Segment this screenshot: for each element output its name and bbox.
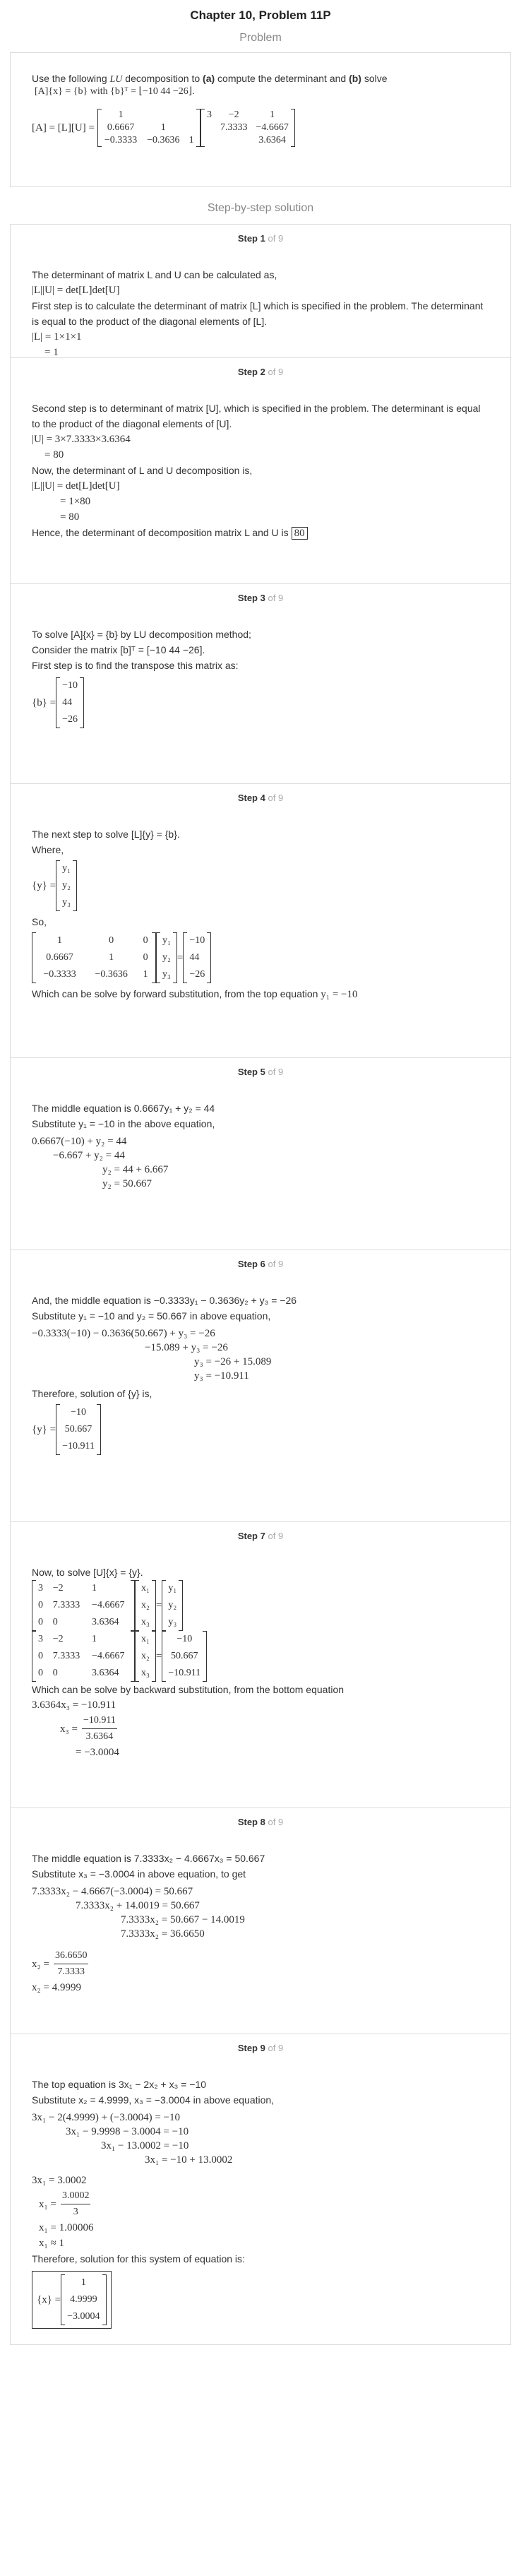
matrix-cell: x₁ <box>141 1583 150 1593</box>
matrix-cell: −0.3636 <box>147 135 180 146</box>
matrix-row <box>164 1648 205 1665</box>
problem-eq-left: [A] = [L][U] = <box>32 121 95 133</box>
numerator: 3.0002 <box>61 2188 91 2204</box>
matrix-L <box>97 109 200 147</box>
matrix-cell: −26 <box>189 969 205 980</box>
matrix-cell: 1 <box>270 109 275 120</box>
matrix-cell: 0 <box>38 1668 43 1678</box>
vector-y <box>56 860 77 911</box>
matrix-row <box>58 1404 99 1421</box>
matrix-cell: −10 <box>176 1634 193 1644</box>
matrix-cell: −3.0004 <box>67 2311 100 2322</box>
step-equation: x₂ = 4.9999 <box>32 1982 81 1993</box>
step-equation: y₂ = 44 + 6.667 <box>102 1164 169 1175</box>
matrix-cell: 7.3333 <box>52 1600 80 1610</box>
matrix-cell: 50.667 <box>171 1651 198 1661</box>
matrix-cell: 7.3333 <box>220 122 248 133</box>
matrix-row <box>185 966 209 983</box>
step-equation: 7.3333x₂ + 14.0019 = 50.667 <box>76 1900 200 1911</box>
step-text: Now, the determinant of L and U decomposition is, <box>32 465 253 476</box>
final-answer-box <box>32 2271 112 2329</box>
matrix-cell: y₃ <box>162 969 171 980</box>
matrix-cell: 1 <box>118 109 124 120</box>
step-equation: 7.3333x₂ − 4.6667(−3.0004) = 50.667 <box>32 1886 193 1897</box>
step-2 <box>10 358 511 584</box>
matrix-row <box>34 932 154 949</box>
matrix-row <box>158 949 175 966</box>
matrix-row <box>63 2291 104 2308</box>
matrix-cell <box>184 121 198 134</box>
matrix-row <box>34 1665 133 1682</box>
step-text: Substitute x₃ = −3.0004 in above equation, to get <box>32 1868 246 1880</box>
step-equation: 3.6364x₃ = −10.911 <box>32 1699 116 1711</box>
problem-text-part: decomposition to <box>122 73 203 84</box>
matrix-cell: −4.6667 <box>92 1600 125 1610</box>
step-word: Step <box>237 367 258 377</box>
matrix-cell: 50.667 <box>64 1424 92 1435</box>
matrix-cell <box>203 134 216 147</box>
matrix-cell: −10.911 <box>62 1441 95 1452</box>
fraction <box>82 1713 117 1745</box>
step-number: 9 <box>260 2043 265 2053</box>
matrix-row <box>164 1631 205 1648</box>
matrix-cell: y₂ <box>62 880 71 891</box>
problem-lu: LU <box>109 74 123 85</box>
matrix-row <box>58 894 75 911</box>
step-6 <box>10 1250 511 1522</box>
step-text: The top equation is 3x₁ − 2x₂ + x₃ = −10 <box>32 2079 207 2090</box>
step-word: Step <box>237 593 258 603</box>
step-of: of 9 <box>268 2043 284 2053</box>
step-of: of 9 <box>268 1531 284 1541</box>
step-text: And, the middle equation is −0.3333y₁ − 0.3636y₂ + y₃ = −26 <box>32 1295 297 1306</box>
matrix-U <box>32 1580 135 1631</box>
step-equation: 3x₁ − 13.0002 = −10 <box>101 2140 189 2151</box>
problem-text <box>32 73 489 85</box>
step-equation: y₂ = 50.667 <box>102 1178 152 1189</box>
matrix-row <box>137 1614 154 1631</box>
matrix-cell: −0.3333 <box>43 969 76 980</box>
step-word: Step <box>237 233 258 244</box>
step-title <box>11 1808 510 1838</box>
matrix-row <box>158 966 175 983</box>
matrix-cell: 0 <box>38 1600 43 1610</box>
vector-y <box>162 1580 183 1631</box>
matrix-U <box>32 1631 135 1682</box>
matrix-cell <box>203 121 216 134</box>
step-title <box>11 1522 510 1552</box>
step-equation: −6.667 + y₂ = 44 <box>53 1150 125 1161</box>
step-number: 7 <box>260 1531 265 1541</box>
step-9 <box>10 2034 511 2345</box>
step-of: of 9 <box>268 1817 284 1827</box>
matrix-row <box>34 1648 133 1665</box>
matrix-cell: 3 <box>38 1634 43 1644</box>
matrix-cell: 1 <box>80 2277 86 2288</box>
step-text: Substitute y₁ = −10 and y₂ = 50.667 in above equation, <box>32 1310 271 1322</box>
matrix-cell: y₁ <box>168 1583 177 1593</box>
matrix-cell: −0.3333 <box>104 135 138 146</box>
matrix-row <box>185 932 209 949</box>
matrix-cell: 3 <box>38 1583 43 1593</box>
step-text: The determinant of matrix L and U can be calculated as, <box>32 269 277 280</box>
step-title <box>11 784 510 814</box>
matrix-row <box>100 134 198 147</box>
step-equation: {y} = <box>32 880 56 891</box>
step-text: Hence, the determinant of decomposition matrix L and U is <box>32 527 292 538</box>
matrix-row <box>164 1580 181 1597</box>
matrix-row <box>100 121 198 134</box>
solution-heading: Step-by-step solution <box>207 202 314 214</box>
matrix-cell: 0.6667 <box>107 122 135 133</box>
step-equation: 3x₁ = −10 + 13.0002 <box>145 2154 233 2166</box>
matrix-cell: y₁ <box>62 863 71 874</box>
matrix-cell: y₁ <box>162 935 171 946</box>
step-text: Where, <box>32 844 64 855</box>
step-equation: {b} = <box>32 697 56 708</box>
matrix-row <box>58 694 82 711</box>
step-5 <box>10 1058 511 1250</box>
matrix-cell: −10 <box>189 935 205 946</box>
matrix-row <box>203 109 293 121</box>
matrix-cell: −10.911 <box>168 1668 201 1678</box>
matrix-row <box>137 1665 154 1682</box>
step-equation: x₁ = <box>39 2198 56 2210</box>
matrix-row <box>34 1614 133 1631</box>
vector-y <box>56 1404 101 1455</box>
step-7 <box>10 1522 511 1808</box>
matrix-cell <box>142 109 184 121</box>
vector-b <box>183 932 211 983</box>
step-of: of 9 <box>268 367 284 377</box>
matrix-cell: 1 <box>57 935 63 946</box>
step-equation: = 1 <box>44 347 59 358</box>
step-text: The middle equation is 7.3333x₂ − 4.6667x₃ = 50.667 <box>32 1853 265 1864</box>
denominator: 7.3333 <box>57 1966 85 1977</box>
step-text: So, <box>32 916 47 927</box>
problem-line2: [A]{x} = {b} with {b}ᵀ = ⌊−10 44 −26⌋. <box>35 86 195 97</box>
step-number: 5 <box>260 1067 265 1077</box>
matrix-cell: −0.3636 <box>95 969 128 980</box>
matrix-row <box>158 932 175 949</box>
matrix-cell: 1 <box>143 969 148 980</box>
matrix-cell: 44 <box>189 952 200 963</box>
matrix-row <box>58 1421 99 1438</box>
matrix-row <box>58 677 82 694</box>
step-number: 6 <box>260 1259 265 1269</box>
matrix-cell: 3.6364 <box>92 1617 119 1627</box>
matrix-row <box>58 711 82 728</box>
problem-part-b: (b) <box>349 73 361 84</box>
matrix-cell: 0 <box>38 1651 43 1661</box>
matrix-cell: −4.6667 <box>256 122 289 133</box>
equals-sign: = <box>176 952 184 963</box>
matrix-cell: −4.6667 <box>92 1651 125 1661</box>
matrix-cell: −26 <box>62 714 78 725</box>
step-text: Therefore, solution of {y} is, <box>32 1388 152 1399</box>
step-text: To solve [A]{x} = {b} by LU decomposition method; <box>32 629 251 640</box>
step-number: 1 <box>260 233 265 244</box>
page-title: Chapter 10, Problem 11P <box>190 8 331 22</box>
matrix-cell: −10 <box>71 1407 86 1418</box>
matrix-cell: 0 <box>143 935 148 946</box>
matrix-cell: 44 <box>62 697 73 708</box>
step-text: Substitute x₂ = 4.9999, x₃ = −3.0004 in above equation, <box>32 2094 275 2106</box>
matrix-row <box>185 949 209 966</box>
problem-equation <box>32 109 489 147</box>
matrix-cell: x₃ <box>141 1617 150 1627</box>
step-equation: = 80 <box>44 449 64 461</box>
matrix-cell: 7.3333 <box>52 1651 80 1661</box>
numerator: 36.6650 <box>54 1948 89 1964</box>
matrix-cell: x₂ <box>141 1651 150 1661</box>
matrix-cell: 0 <box>38 1617 43 1627</box>
step-title <box>11 2034 510 2064</box>
problem-text-part: compute the determinant and <box>215 73 349 84</box>
matrix-cell: 0 <box>143 952 148 963</box>
matrix-cell: 1 <box>92 1634 97 1644</box>
vector-x <box>135 1580 156 1631</box>
vector-y <box>156 932 177 983</box>
matrix-row <box>58 877 75 894</box>
step-equation: |L||U| = det[L]det[U] <box>32 285 120 296</box>
fraction <box>61 2188 91 2220</box>
step-word: Step <box>237 1259 258 1269</box>
vector-x <box>135 1631 156 1682</box>
matrix-cell: 1 <box>109 952 114 963</box>
step-equation: = 1×80 <box>60 496 91 507</box>
step-of: of 9 <box>268 1067 284 1077</box>
step-equation: y₁ = −10 <box>321 989 358 1000</box>
step-of: of 9 <box>268 593 284 603</box>
matrix-row <box>34 1597 133 1614</box>
step-equation: x₁ ≈ 1 <box>39 2238 64 2249</box>
equals-sign: = <box>155 1651 162 1662</box>
matrix-row <box>164 1597 181 1614</box>
step-equation: −0.3333(−10) − 0.3636(50.667) + y₃ = −26 <box>32 1328 215 1339</box>
problem-part-a: (a) <box>203 73 215 84</box>
matrix-row <box>164 1665 205 1682</box>
step-number: 4 <box>260 793 265 803</box>
step-of: of 9 <box>268 1259 284 1269</box>
matrix-row <box>164 1614 181 1631</box>
matrix-row <box>34 1631 133 1648</box>
step-text: The middle equation is 0.6667y₁ + y₂ = 44 <box>32 1103 215 1114</box>
step-equation: {x} = <box>37 2294 61 2305</box>
step-equation: −15.089 + y₃ = −26 <box>145 1342 228 1353</box>
matrix-row <box>137 1597 154 1614</box>
matrix-row <box>203 121 293 134</box>
matrix-cell: 4.9999 <box>70 2294 97 2305</box>
matrix-cell: 0 <box>52 1668 58 1678</box>
matrix-cell: x₃ <box>141 1668 150 1678</box>
step-4 <box>10 784 511 1058</box>
answer-box: 80 <box>292 527 308 540</box>
matrix-cell <box>216 134 252 147</box>
step-equation: 3x₁ = 3.0002 <box>32 2175 87 2186</box>
matrix-row <box>34 966 154 983</box>
step-text: Therefore, solution for this system of equation is: <box>32 2253 245 2265</box>
vector-x-solution <box>61 2274 106 2325</box>
matrix-cell: 0.6667 <box>46 952 73 963</box>
step-8 <box>10 1808 511 2034</box>
step-number: 2 <box>260 367 265 377</box>
matrix-row <box>203 134 293 147</box>
matrix-cell: y₂ <box>168 1600 177 1610</box>
matrix-cell: x₂ <box>141 1600 150 1610</box>
vector-y-values <box>162 1631 207 1682</box>
denominator: 3.6364 <box>85 1731 114 1742</box>
step-word: Step <box>237 793 258 803</box>
matrix-cell: 1 <box>188 135 194 146</box>
step-text: Which can be solve by backward substitution, from the bottom equation <box>32 1684 345 1695</box>
matrix-cell: x₁ <box>141 1634 150 1644</box>
matrix-cell: y₂ <box>162 952 171 963</box>
step-text: Consider the matrix [b]ᵀ = [−10 44 −26]. <box>32 644 205 655</box>
matrix-cell: −2 <box>228 109 239 120</box>
matrix-row <box>137 1580 154 1597</box>
step-title <box>11 225 510 254</box>
step-number: 8 <box>260 1817 265 1827</box>
step-equation: 3x₁ − 9.9998 − 3.0004 = −10 <box>66 2126 189 2137</box>
matrix-row <box>63 2308 104 2325</box>
step-equation: x₃ = <box>60 1723 78 1735</box>
step-equation: = −3.0004 <box>76 1747 119 1758</box>
step-title <box>11 584 510 614</box>
step-equation: = 80 <box>60 511 80 523</box>
matrix-cell: −2 <box>52 1634 64 1644</box>
problem-text-part: solve <box>361 73 388 84</box>
matrix-row <box>100 109 198 121</box>
step-of: of 9 <box>268 233 284 244</box>
step-word: Step <box>237 2043 258 2053</box>
step-text: The next step to solve [L]{y} = {b}. <box>32 829 180 840</box>
step-title <box>11 1250 510 1280</box>
matrix-cell: 1 <box>92 1583 97 1593</box>
matrix-cell: y₃ <box>62 897 71 908</box>
problem-card <box>10 52 511 187</box>
matrix-cell: 3 <box>206 109 212 120</box>
step-text: Substitute y₁ = −10 in the above equation, <box>32 1118 215 1129</box>
step-equation: x₁ = 1.00006 <box>39 2222 94 2233</box>
step-equation: |U| = 3×7.3333×3.6364 <box>32 434 131 445</box>
matrix-cell: 1 <box>160 122 166 133</box>
matrix-cell: 3.6364 <box>92 1668 119 1678</box>
matrix-row <box>34 1580 133 1597</box>
step-of: of 9 <box>268 793 284 803</box>
vector-b <box>56 677 84 728</box>
matrix-row <box>137 1648 154 1665</box>
step-equation: 3x₁ − 2(4.9999) + (−3.0004) = −10 <box>32 2112 181 2123</box>
step-3 <box>10 584 511 784</box>
step-number: 3 <box>260 593 265 603</box>
matrix-cell: 0 <box>109 935 114 946</box>
matrix-cell <box>184 109 198 121</box>
problem-text-part: Use the following <box>32 73 110 84</box>
matrix-cell: y₃ <box>168 1617 177 1627</box>
step-equation: {y} = <box>32 1424 56 1435</box>
matrix-row <box>63 2274 104 2291</box>
step-equation: |L||U| = det[L]det[U] <box>32 480 120 492</box>
step-equation: 7.3333x₂ = 50.667 − 14.0019 <box>121 1914 245 1925</box>
equals-sign: = <box>155 1600 162 1611</box>
denominator: 3 <box>73 2207 78 2217</box>
step-text: Now, to solve [U]{x} = {y}. <box>32 1567 143 1578</box>
matrix-cell: 0 <box>52 1617 58 1627</box>
matrix-cell: −10 <box>62 680 78 691</box>
step-text: First step is to calculate the determinant of matrix [L] which is specified in the problem. The determinant is equal to the product of the diagonal elements of [L]. <box>32 300 484 327</box>
step-text: Which can be solve by forward substitution, from the top equation <box>32 988 321 999</box>
fraction <box>54 1948 89 1980</box>
step-equation: x₂ = <box>32 1958 49 1970</box>
matrix-row <box>58 1438 99 1455</box>
step-word: Step <box>237 1067 258 1077</box>
problem-heading: Problem <box>239 32 282 44</box>
step-equation: 7.3333x₂ = 36.6650 <box>121 1928 205 1940</box>
step-title <box>11 358 510 388</box>
matrix-L <box>32 932 156 983</box>
step-title <box>11 1058 510 1088</box>
step-equation: 0.6667(−10) + y₂ = 44 <box>32 1136 127 1147</box>
step-equation: y₃ = −10.911 <box>194 1370 249 1382</box>
step-word: Step <box>237 1531 258 1541</box>
matrix-U <box>200 109 295 147</box>
matrix-row <box>34 949 154 966</box>
matrix-cell: −2 <box>52 1583 64 1593</box>
step-equation: |L| = 1×1×1 <box>32 331 82 343</box>
step-1 <box>10 224 511 358</box>
matrix-row <box>58 860 75 877</box>
step-equation: y₃ = −26 + 15.089 <box>194 1356 272 1367</box>
numerator: −10.911 <box>82 1713 117 1729</box>
step-text: First step is to find the transpose this matrix as: <box>32 660 239 671</box>
step-text: Second step is to determinant of matrix [U], which is specified in the problem. The determinant is equal to the product of the diagonal elements of [U]. <box>32 403 481 429</box>
matrix-cell: 3.6364 <box>258 135 286 146</box>
matrix-row <box>137 1631 154 1648</box>
step-word: Step <box>237 1817 258 1827</box>
